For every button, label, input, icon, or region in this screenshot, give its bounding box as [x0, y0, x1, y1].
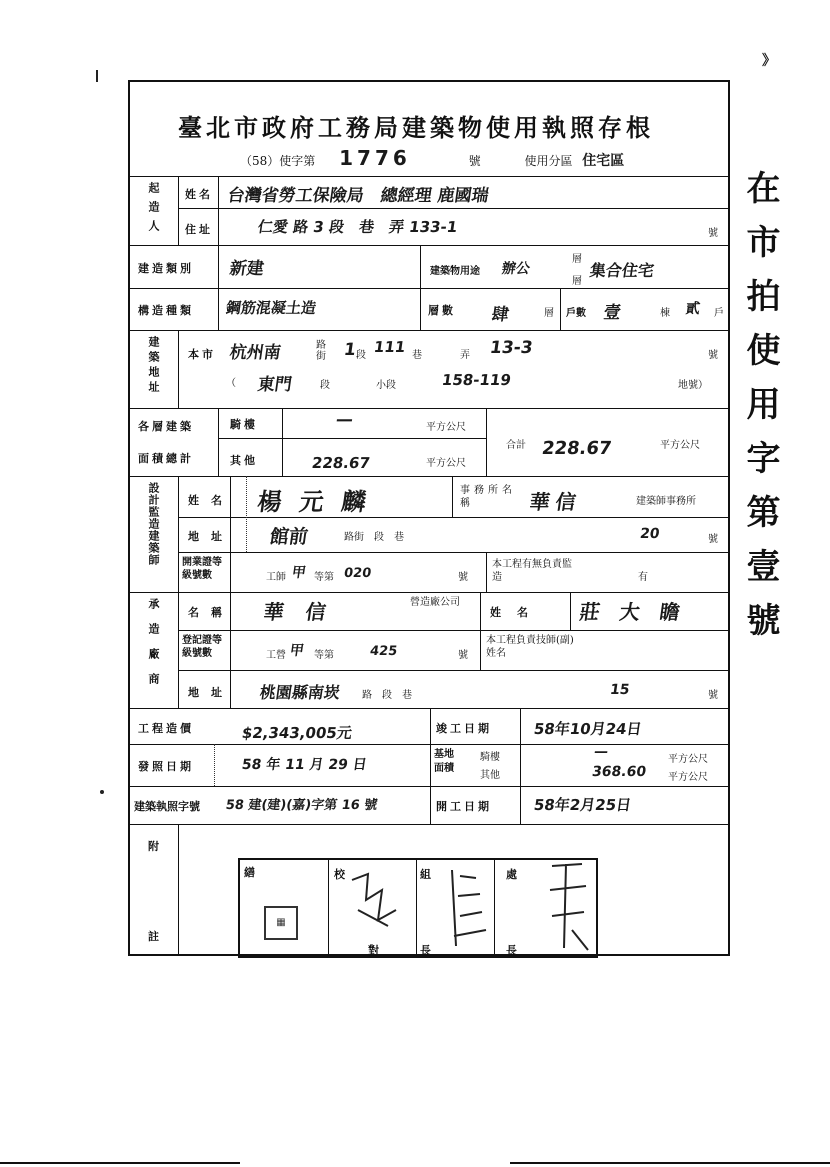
builder-group-label: 起造人: [147, 182, 160, 239]
stamp-label-section-chief: 長: [420, 944, 434, 957]
contractor-reg-label: 登記證等級號數: [182, 635, 222, 659]
issue-label: 發照日期: [138, 760, 194, 773]
site-no: 13-3: [488, 338, 534, 358]
bottom-rule: [0, 1162, 240, 1164]
lot-sub-unit: 小段: [376, 380, 396, 391]
units-label: 戶數: [566, 308, 586, 319]
year-prefix: （58）使字第: [240, 154, 316, 168]
site-road: 杭州南: [228, 343, 283, 363]
rule: [218, 438, 486, 439]
site-group-label: 建築地址: [147, 336, 160, 396]
margin-note: 在市拍使用字第壹號: [740, 170, 780, 656]
stamp-label-verify: 對: [368, 944, 382, 957]
stamp-label-check: 校: [334, 868, 348, 881]
rule: [560, 288, 561, 330]
rule: [130, 744, 728, 745]
cost-value: $2,343,005元: [240, 724, 354, 742]
cost-label: 工程造價: [138, 722, 194, 735]
stamp-label-copy: 繕: [244, 866, 258, 879]
architect-name-value: 楊元麟: [255, 488, 386, 516]
rule: [230, 476, 231, 708]
builder-addr-label: 住址: [185, 223, 213, 236]
use-unit-2: 層: [572, 276, 582, 287]
site-sec: 1: [342, 340, 358, 360]
other-unit: 平方公尺: [426, 458, 466, 469]
base-arcade-unit: 平方公尺: [668, 754, 708, 765]
rule: [178, 824, 179, 956]
rule: [430, 708, 431, 824]
total-unit: 平方公尺: [660, 440, 700, 451]
contractor-addr-no: 15: [608, 682, 631, 698]
contractor-reg-grade: 甲: [288, 643, 305, 659]
rule: [130, 708, 728, 709]
rule: [282, 408, 283, 476]
finish-label: 竣工日期: [436, 722, 492, 735]
architect-resp-label: 本工程有無負責監造: [492, 559, 572, 583]
architect-addr-end: 號: [708, 534, 718, 545]
corner-mark: 》: [762, 53, 776, 69]
category-label: 建造類別: [138, 262, 194, 275]
scan-dot: [100, 790, 104, 794]
rule: [130, 176, 728, 177]
contractor-reg-end: 號: [458, 650, 468, 661]
units-value: 壹: [602, 303, 623, 323]
architect-name-label: 姓名: [188, 494, 234, 507]
base-arcade-label: 騎樓: [480, 752, 500, 763]
issue-value: 58 年 11 月 29 日: [240, 757, 368, 773]
site-city: 本市: [188, 348, 216, 361]
architect-office-label: 事務所名稱: [460, 485, 516, 509]
lot-number: 158-119: [440, 371, 513, 389]
base-other-value: 368.60: [590, 764, 648, 780]
architect-reg-no: 020: [342, 566, 373, 581]
stamp-label-office: 處: [506, 868, 520, 881]
architect-addr-mid: 路街 段 巷: [344, 532, 404, 543]
rule: [218, 176, 219, 245]
signature-scribble: [542, 860, 594, 954]
permit-value: 58 建(建)(嘉)字第 16 號: [224, 798, 379, 813]
permit-label: 建築執照字號: [134, 800, 200, 813]
contractor-type: 營造廠公司: [410, 597, 460, 608]
lot-district: 東門: [256, 375, 294, 395]
arcade-label: 騎樓: [230, 418, 258, 431]
contractor-group-label: 承造廠商: [147, 598, 160, 698]
other-label: 其他: [230, 454, 258, 467]
structure-label: 構造種類: [138, 304, 194, 317]
rule: [246, 476, 247, 552]
site-sec-unit: 段: [356, 350, 366, 361]
rule: [480, 630, 481, 670]
architect-group-label: 設計監造建築師: [147, 482, 160, 566]
bottom-rule: [510, 1162, 830, 1164]
builder-addr-suffix: 號: [708, 228, 718, 239]
rule: [328, 860, 329, 956]
contractor-addr-label: 地址: [188, 686, 234, 699]
rule: [420, 245, 421, 288]
approval-stamp: [238, 858, 598, 958]
rule: [178, 630, 728, 631]
use-value-2: 集合住宅: [588, 261, 656, 280]
architect-reg-label: 開業證等級號數: [182, 557, 222, 581]
architect-office-suffix: 建築師事務所: [636, 496, 696, 507]
contractor-tech-label: 本工程負責技師(副)姓名: [486, 635, 574, 659]
structure-value: 鋼筋混凝土造: [224, 299, 318, 317]
contractor-name-value: 華信: [262, 600, 350, 624]
architect-resp-value: 有: [638, 572, 648, 583]
rule: [420, 288, 421, 330]
site-alley-unit: 弄: [460, 350, 470, 361]
rule: [178, 208, 728, 209]
use-label: 建築物用途: [430, 266, 480, 277]
architect-office-value: 華信: [528, 490, 584, 514]
builder-name-label: 姓名: [185, 188, 213, 201]
site-lane: 111: [372, 338, 407, 356]
architect-addr-no: 20: [638, 526, 661, 542]
start-label: 開工日期: [436, 800, 492, 813]
scan-dot: [96, 70, 104, 82]
rule: [416, 860, 417, 956]
contractor-reg-mid: 等第: [314, 650, 334, 661]
builder-name-value: 台灣省勞工保險局 總經理 鹿國瑞: [226, 186, 490, 206]
rule: [130, 245, 728, 246]
contractor-person-value: 莊大瞻: [578, 600, 702, 624]
floors-unit: 層: [544, 308, 554, 319]
architect-reg-grade: 甲: [290, 565, 307, 581]
start-value: 58年2月25日: [532, 796, 633, 814]
floors-value: 肆: [490, 305, 511, 325]
lot-suffix: 地號）: [678, 380, 708, 391]
arcade-unit: 平方公尺: [426, 422, 466, 433]
architect-reg-mid: 等第: [314, 572, 334, 583]
page-title: 臺北市政府工務局建築物使用執照存根: [178, 113, 654, 142]
stamp-label-office-chief: 長: [506, 944, 520, 957]
rule: [218, 288, 219, 330]
base-arcade-value: —: [592, 744, 610, 760]
base-label: 基地面積: [434, 749, 454, 774]
contractor-addr-mid: 路 段 巷: [362, 690, 412, 701]
architect-addr-value: 館前: [268, 526, 310, 548]
remarks-label-1: 附: [148, 840, 162, 853]
arcade-value: —: [334, 410, 355, 430]
rule: [130, 824, 728, 825]
area-group-label-1: 各層建築: [138, 420, 194, 433]
units-unit-2: 戶: [714, 308, 724, 319]
total-label: 合計: [506, 440, 526, 451]
rule: [494, 860, 495, 956]
rule: [178, 330, 179, 408]
architect-addr-label: 地址: [188, 530, 234, 543]
rule: [178, 476, 179, 708]
site-road-unit: 路街: [316, 340, 326, 362]
rule: [178, 552, 728, 553]
rule: [214, 744, 215, 786]
hao-label: 號: [468, 154, 481, 168]
units-value-2: 貳: [684, 301, 701, 317]
other-value: 228.67: [310, 454, 372, 472]
rule: [178, 670, 728, 671]
finish-value: 58年10月24日: [532, 720, 643, 738]
zone-value: 住宅區: [582, 153, 625, 169]
contractor-reg-no: 425: [368, 644, 399, 659]
site-no-unit: 號: [708, 350, 718, 361]
builder-addr-value: 仁愛 路 3 段 巷 弄 133-1: [256, 218, 459, 236]
base-other-unit: 平方公尺: [668, 772, 708, 783]
rule: [218, 245, 219, 288]
rule: [178, 517, 728, 518]
rule: [130, 330, 728, 331]
license-number-line: [240, 146, 624, 170]
contractor-addr-value: 桃園縣南崁: [258, 683, 342, 702]
architect-reg-end: 號: [458, 572, 468, 583]
stamp-label-section: 組: [420, 868, 434, 881]
rule: [130, 592, 728, 593]
use-value: 辦公: [500, 261, 531, 277]
rule: [130, 288, 728, 289]
rule: [486, 552, 487, 592]
rule: [130, 476, 728, 477]
units-unit: 棟: [660, 308, 670, 319]
area-group-label-2: 面積總計: [138, 452, 194, 465]
signature-scribble: [446, 866, 492, 950]
rule: [130, 408, 728, 409]
license-number: 1776: [339, 146, 411, 170]
contractor-reg-prefix: 工營: [266, 650, 286, 661]
contractor-addr-end: 號: [708, 690, 718, 701]
seal-icon: ▦: [264, 906, 298, 940]
rule: [480, 592, 481, 630]
license-form: [128, 80, 730, 956]
rule: [520, 708, 521, 824]
rule: [218, 408, 219, 476]
use-unit: 層: [572, 254, 582, 265]
rule: [486, 408, 487, 476]
remarks-label-2: 註: [148, 930, 162, 943]
architect-reg-prefix: 工師: [266, 572, 286, 583]
rule: [130, 786, 728, 787]
category-value: 新建: [228, 259, 266, 279]
signature-scribble: [348, 870, 404, 930]
lot-paren: （: [226, 378, 236, 389]
rule: [452, 476, 453, 517]
contractor-name-label: 名稱: [188, 606, 234, 619]
site-lane-unit: 巷: [412, 350, 422, 361]
total-value: 228.67: [540, 438, 613, 459]
rule: [570, 592, 571, 630]
floors-label: 層數: [428, 304, 456, 317]
base-other-label: 其他: [480, 770, 500, 781]
lot-sec-unit: 段: [320, 380, 330, 391]
contractor-person-label: 姓名: [490, 606, 544, 619]
rule: [178, 176, 179, 245]
zone-label: 使用分區: [524, 154, 573, 168]
